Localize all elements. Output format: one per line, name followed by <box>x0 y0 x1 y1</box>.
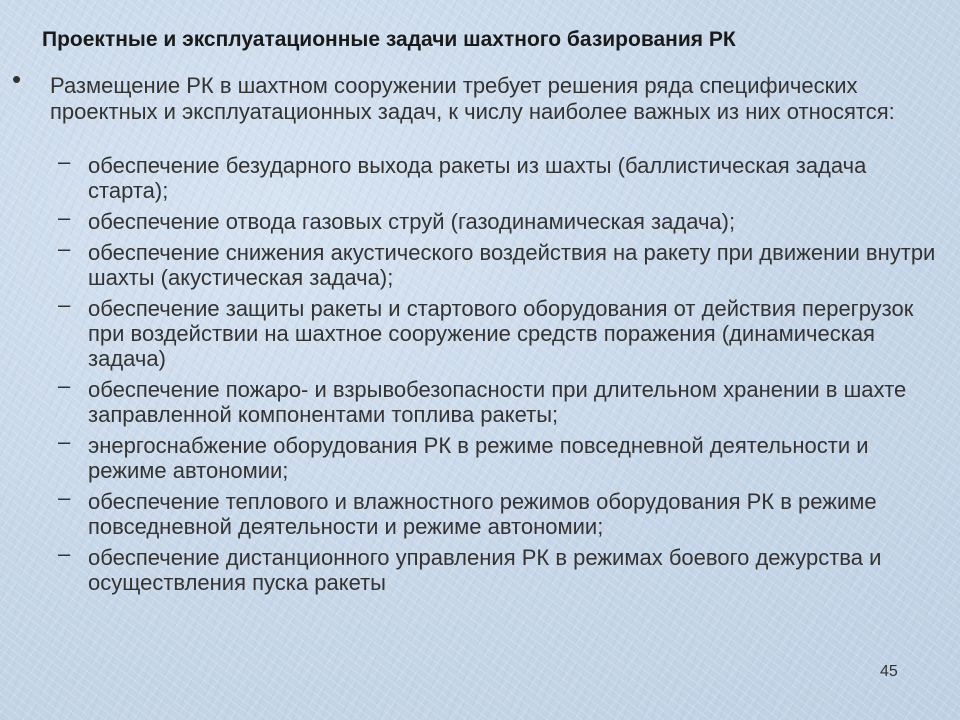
list-item-text: обеспечение дистанционного управления РК в режимах боевого дежурства и осуществления пуска ракеты <box>88 545 882 595</box>
list-item <box>50 429 940 483</box>
page-number: 45 <box>880 663 898 680</box>
task-list <box>50 149 940 601</box>
list-item-text: обеспечение снижения акустического воздействия на ракету при движении внутри шахты (акустическая задача); <box>88 240 936 290</box>
list-item <box>50 149 940 203</box>
dash-marker: – <box>58 149 71 174</box>
dash-marker: – <box>58 485 71 510</box>
dash-marker: – <box>58 236 71 261</box>
list-item <box>50 205 940 234</box>
dash-marker: – <box>58 373 71 398</box>
list-item <box>50 541 940 595</box>
slide-title: Проектные и эксплуатационные задачи шахтного базирования РК <box>42 28 736 51</box>
list-item <box>50 485 940 539</box>
dash-marker: – <box>58 292 71 317</box>
dash-marker: – <box>58 541 71 566</box>
list-item-text: обеспечение теплового и влажностного режимов оборудования РК в режиме повседневной деятельности и режиме автономии; <box>88 489 877 539</box>
list-item <box>50 292 940 371</box>
bullet-marker: • <box>12 64 22 94</box>
list-item-text: энергоснабжение оборудования РК в режиме повседневной деятельности и режиме автономии; <box>88 433 869 483</box>
list-item-text: обеспечение защиты ракеты и стартового оборудования от действия перегрузок при воздействии на шахтное сооружение средств поражения (динамическая задача) <box>88 296 914 371</box>
dash-marker: – <box>58 205 71 230</box>
intro-paragraph: Размещение РК в шахтном сооружении требует решения ряда специфических проектных и эксплуатационных задач, к числу наиболее важных из них относятся: <box>50 73 895 124</box>
list-item-text: обеспечение безударного выхода ракеты из шахты (баллистическая задача старта); <box>88 153 867 203</box>
list-item-text: обеспечение пожаро- и взрывобезопасности при длительном хранении в шахте заправленной компонентами топлива ракеты; <box>88 377 907 427</box>
dash-marker: – <box>58 429 71 454</box>
list-item-text: обеспечение отвода газовых струй (газодинамическая задача); <box>88 209 736 234</box>
list-item <box>50 236 940 290</box>
list-item <box>50 373 940 427</box>
